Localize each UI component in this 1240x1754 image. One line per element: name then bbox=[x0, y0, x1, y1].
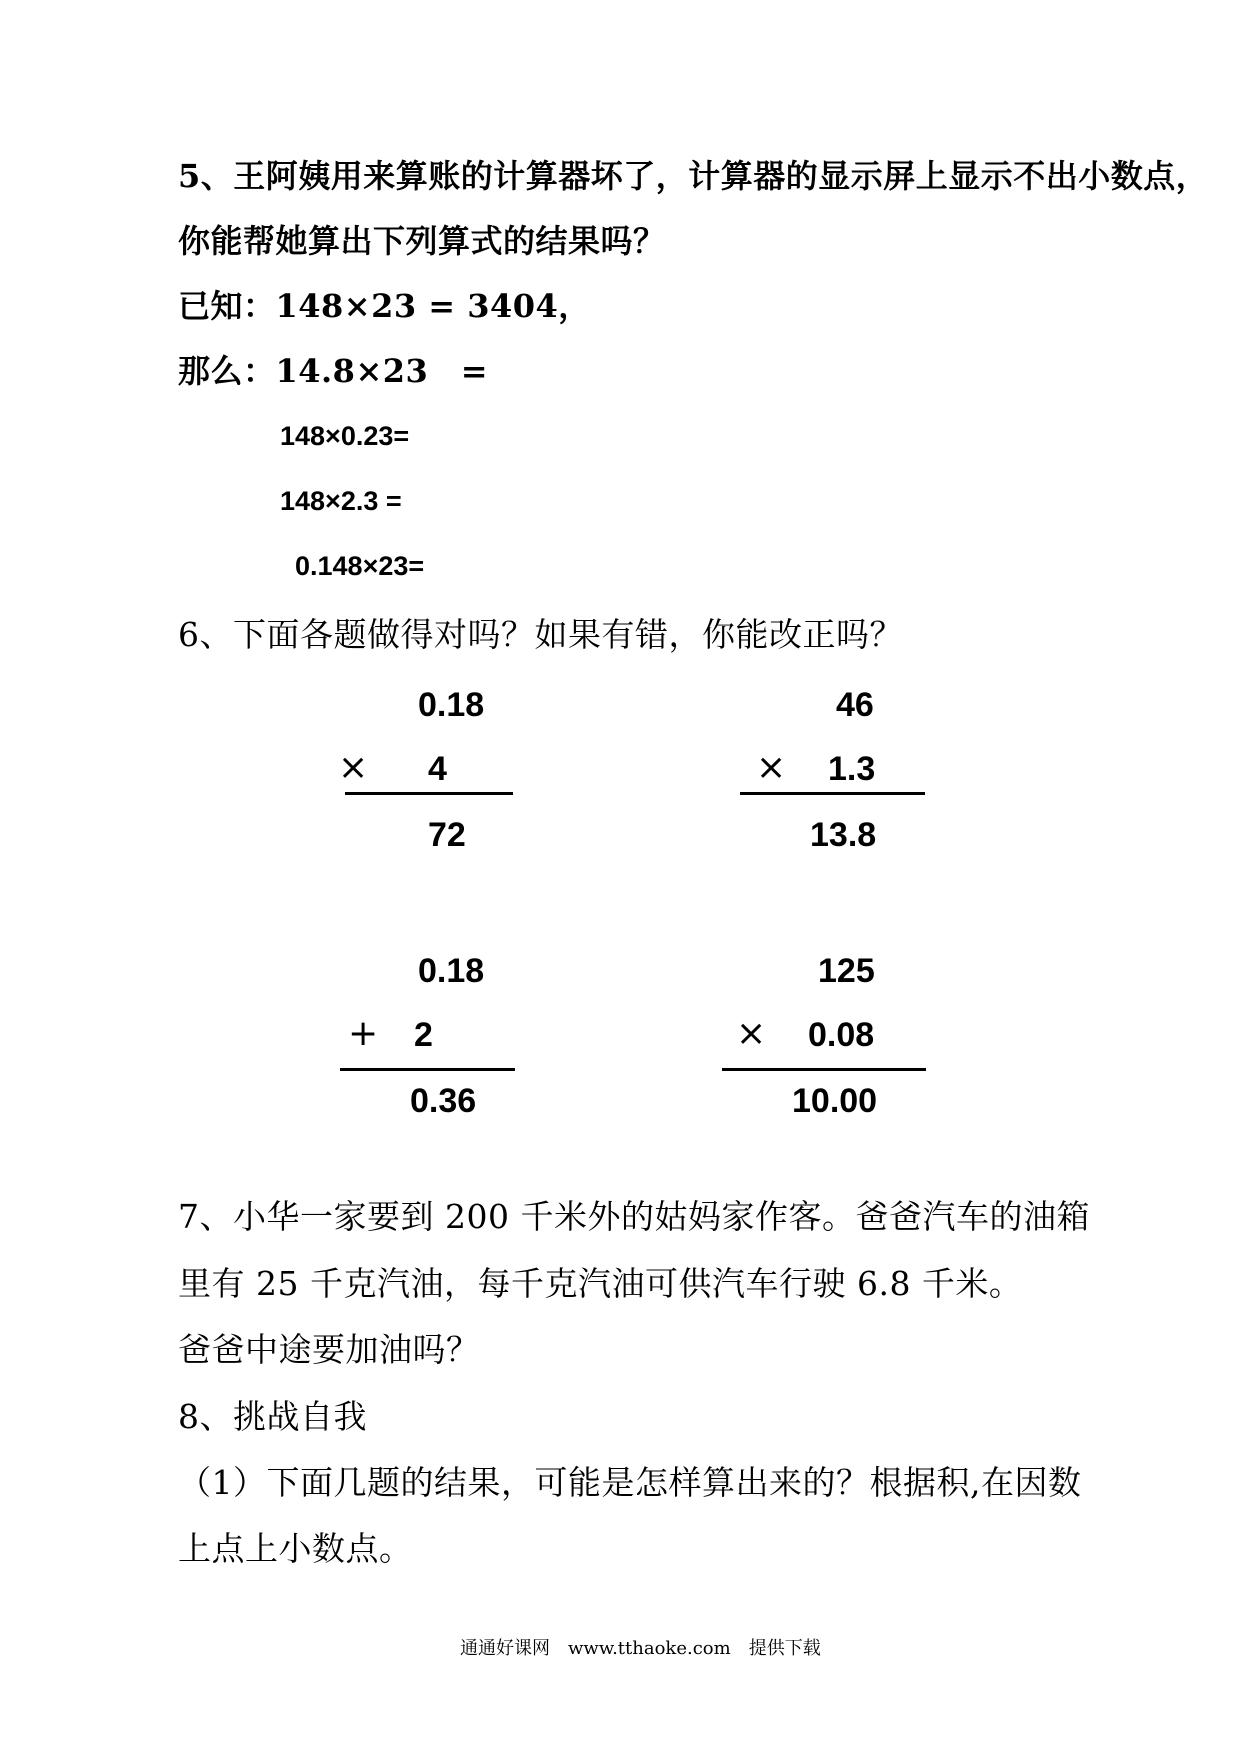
q5-line-1: 5、王阿姨用来算账的计算器坏了，计算器的显示屏上显示不出小数点， bbox=[178, 157, 1209, 195]
q7-line-3: 爸爸中途要加油吗？ bbox=[178, 1330, 480, 1369]
q5-given: 已知：148×23 = 3404， bbox=[178, 287, 591, 325]
page-footer: 通通好课网 www.tthaoke.com 提供下载 bbox=[460, 1638, 821, 1659]
problem-1-operator: × bbox=[338, 747, 369, 788]
q5-then: 那么：14.8×23 = bbox=[178, 352, 489, 390]
problem-4-result: 10.00 bbox=[792, 1082, 878, 1120]
q8-line-2: 上点上小数点。 bbox=[178, 1529, 413, 1568]
q5-expression-3: 148×2.3 = bbox=[280, 486, 402, 516]
q8-title: 8、挑战自我 bbox=[178, 1397, 367, 1436]
problem-2-result: 13.8 bbox=[810, 816, 877, 854]
problem-1-rule bbox=[345, 792, 513, 795]
problem-3-result: 0.36 bbox=[410, 1082, 477, 1120]
problem-3-bottom: 2 bbox=[414, 1016, 433, 1054]
problem-1-result: 72 bbox=[428, 816, 466, 854]
problem-2-bottom: 1.3 bbox=[828, 750, 876, 788]
problem-4-top: 125 bbox=[818, 952, 875, 990]
problem-4-operator: × bbox=[736, 1013, 767, 1054]
q5-expression-2: 148×0.23= bbox=[280, 421, 410, 451]
problem-1-bottom: 4 bbox=[428, 750, 447, 788]
problem-1-top: 0.18 bbox=[418, 686, 485, 724]
problem-3-rule bbox=[340, 1068, 515, 1071]
q8-line-1: （1）下面几题的结果，可能是怎样算出来的？根据积,在因数 bbox=[178, 1463, 1082, 1502]
problem-2-top: 46 bbox=[836, 686, 874, 724]
problem-3-operator: + bbox=[348, 1013, 379, 1054]
q7-line-1: 7、小华一家要到 200 千米外的姑妈家作客。爸爸汽车的油箱 bbox=[178, 1197, 1090, 1236]
q7-line-2: 里有 25 千克汽油，每千克汽油可供汽车行驶 6.8 千米。 bbox=[178, 1264, 1023, 1303]
q5-expression-4: 0.148×23= bbox=[295, 551, 425, 581]
problem-4-rule bbox=[722, 1068, 926, 1071]
q6-title: 6、下面各题做得对吗？如果有错，你能改正吗？ bbox=[178, 615, 903, 654]
problem-3-top: 0.18 bbox=[418, 952, 485, 990]
problem-4-bottom: 0.08 bbox=[808, 1016, 875, 1054]
q5-line-2: 你能帮她算出下列算式的结果吗？ bbox=[178, 222, 666, 260]
problem-2-operator: × bbox=[756, 747, 787, 788]
problem-2-rule bbox=[740, 792, 925, 795]
